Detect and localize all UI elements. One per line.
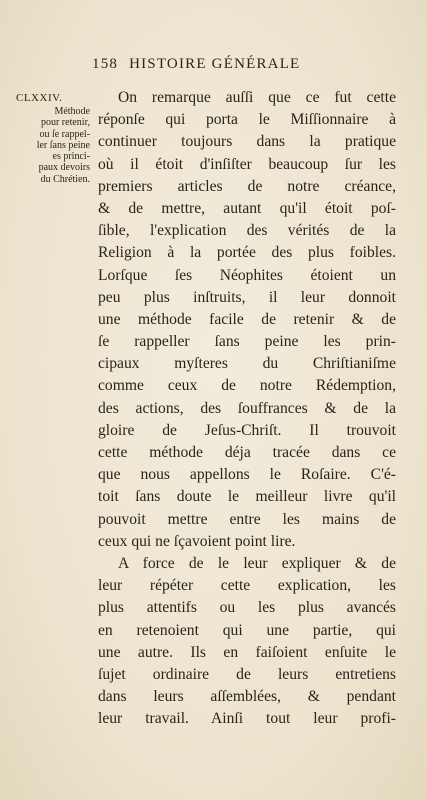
text-line: plus attentifs ou les plus avancés bbox=[98, 599, 396, 617]
text-line: où il étoit d'inſiſter beaucoup ſur les bbox=[98, 155, 396, 173]
marginal-note-line: pour retenir, bbox=[40, 117, 90, 129]
text-line: comme ceux de notre Rédemption, bbox=[98, 377, 396, 395]
text-line: leur répéter cette explication, les bbox=[98, 577, 396, 595]
text-line: Lorſque ſes Néophites étoient un bbox=[98, 266, 396, 284]
text-line: continuer toujours dans la pratique bbox=[98, 133, 396, 151]
marginal-note-line: ou ſe rappel- bbox=[39, 128, 90, 140]
text-line: dans leurs aſſemblées, & pendant bbox=[98, 688, 396, 706]
text-line: que nous appellons le Roſaire. C'é- bbox=[98, 466, 396, 484]
running-head bbox=[92, 56, 392, 76]
text-line: des actions, des ſouffrances & de la bbox=[98, 399, 396, 417]
text-line: cette méthode déja tracée dans ce bbox=[98, 444, 396, 461]
text-line: Religion à la portée des plus foibles. bbox=[98, 244, 396, 262]
running-title: HISTOIRE GÉNÉRALE bbox=[129, 56, 301, 72]
text-line: ſible, l'explication des vérités de la bbox=[98, 222, 396, 240]
text-line: en retenoient qui une partie, qui bbox=[98, 621, 396, 639]
marginal-note-line: ler ſans peine bbox=[36, 139, 90, 151]
text-line: toit ſans doute le meilleur livre qu'il bbox=[98, 488, 396, 506]
marginal-note-line: Méthode bbox=[54, 106, 90, 117]
marginal-note bbox=[6, 92, 90, 185]
text-line: & de mettre, autant qu'il étoit poſ- bbox=[98, 199, 396, 217]
text-line: On remarque auſſi que ce fut cette bbox=[118, 89, 396, 106]
text-line: une méthode facile de retenir & de bbox=[98, 310, 396, 328]
text-line: cipaux myſteres du Chriſtianiſme bbox=[98, 355, 396, 373]
section-number: CLXXIV. bbox=[16, 92, 63, 104]
text-line: ceux qui ne ſçavoient point lire. bbox=[98, 532, 296, 550]
text-line: ſe rappeller ſans peine les prin- bbox=[98, 333, 396, 351]
text-line: peu plus inſtruits, il leur donnoit bbox=[98, 288, 396, 306]
text-line: réponſe qui porta le Miſſionnaire à bbox=[98, 111, 396, 129]
text-line: gloire de Jeſus-Chriſt. Il trouvoit bbox=[98, 421, 396, 439]
text-line: leur travail. Ainſi tout leur profi- bbox=[98, 710, 396, 728]
marginal-note-line: es princi- bbox=[52, 151, 90, 163]
text-line: une autre. Ils en faiſoient enſuite le bbox=[98, 643, 396, 661]
body-text bbox=[98, 87, 396, 730]
text-line: pouvoit mettre entre les mains de bbox=[98, 510, 396, 528]
text-line: A force de le leur expliquer & de bbox=[118, 554, 396, 572]
marginal-note-line: paux devoirs bbox=[38, 162, 90, 174]
text-line: premiers articles de notre créance, bbox=[98, 177, 396, 195]
page-number: 158 bbox=[92, 56, 119, 72]
marginal-note-line: du Chrétien. bbox=[40, 173, 90, 185]
text-line: ſujet ordinaire de leurs entretiens bbox=[98, 665, 396, 683]
